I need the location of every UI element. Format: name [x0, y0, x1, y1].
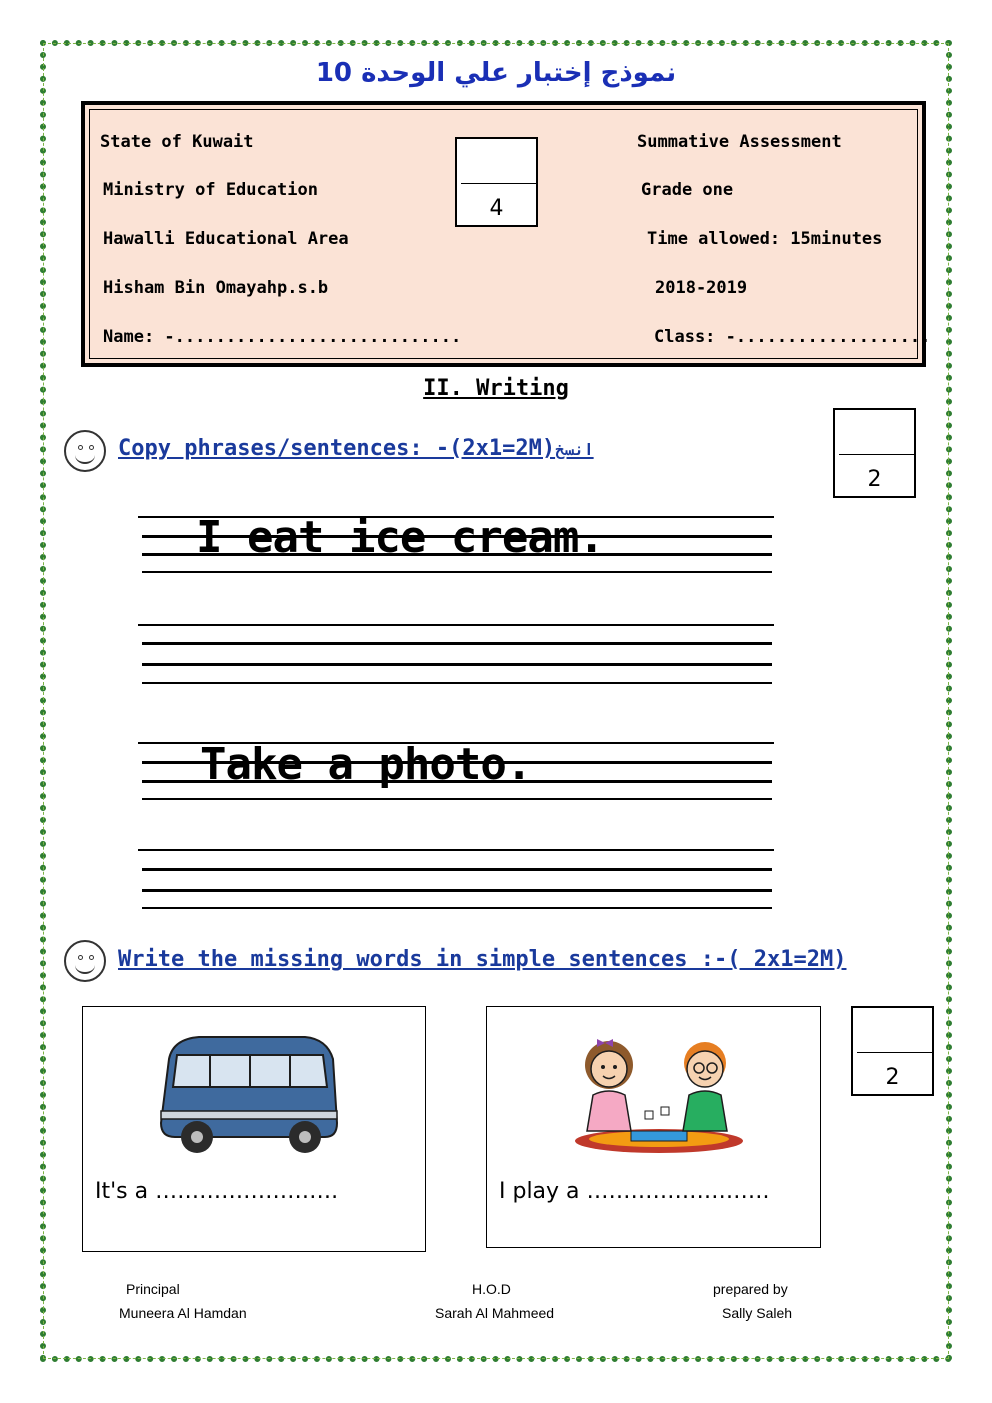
- time-allowed-label: Time allowed: 15minutes: [647, 229, 883, 249]
- picture-card-game: [486, 1006, 821, 1248]
- game-caption: I play a …………………….: [499, 1179, 770, 1204]
- picture-card-van: [82, 1006, 426, 1252]
- handwriting-lines-2[interactable]: [138, 624, 774, 684]
- smiley-icon: [64, 940, 106, 982]
- handwriting-lines-4[interactable]: [138, 849, 774, 909]
- signature-role-principal: Principal: [126, 1281, 180, 1297]
- sentence-1: I eat ice cream.: [196, 512, 604, 563]
- copy-score-box[interactable]: [833, 408, 916, 498]
- copy-instruction-text: Copy phrases/sentences: -(2x1=2M): [118, 436, 556, 461]
- signature-role-preparer: prepared by: [713, 1281, 788, 1297]
- van-caption: It's a …………………….: [95, 1179, 339, 1204]
- signature-name-preparer: Sally Saleh: [722, 1305, 793, 1321]
- area-label: Hawalli Educational Area: [103, 229, 349, 249]
- assessment-type-label: Summative Assessment: [637, 132, 842, 152]
- smiley-icon: [64, 430, 106, 472]
- total-score-box[interactable]: [455, 137, 538, 227]
- state-label: State of Kuwait: [100, 132, 254, 152]
- class-field[interactable]: Class: -...................: [654, 327, 931, 347]
- grade-label: Grade one: [641, 180, 734, 200]
- van-icon: [155, 1025, 345, 1159]
- signature-name-hod: Sarah Al Mahmeed: [435, 1305, 555, 1321]
- section-title: II. Writing: [423, 376, 569, 401]
- year-label: 2018-2019: [655, 278, 748, 298]
- missing-score-box[interactable]: [851, 1006, 934, 1096]
- ministry-label: Ministry of Education: [103, 180, 318, 200]
- school-label: Hisham Bin Omayahp.s.b: [103, 278, 329, 298]
- kids-playing-board-game-icon: [571, 1025, 747, 1155]
- total-score-value: 4: [489, 196, 504, 221]
- signature-name-principal: Muneera Al Hamdan: [119, 1305, 247, 1321]
- name-field[interactable]: Name: -............................: [103, 327, 462, 347]
- missing-score-value: 2: [885, 1065, 900, 1090]
- missing-words-instruction: Write the missing words in simple sentences :-( 2x1=2M): [118, 947, 847, 972]
- copy-instruction: [118, 436, 594, 461]
- signature-role-hod: H.O.D: [472, 1281, 511, 1297]
- copy-score-value: 2: [867, 467, 882, 492]
- sentence-2: Take a photo.: [200, 739, 532, 790]
- copy-instruction-arabic: انسخ: [555, 440, 594, 459]
- page-title: نموذج إختبار علي الوحدة 10: [315, 58, 677, 88]
